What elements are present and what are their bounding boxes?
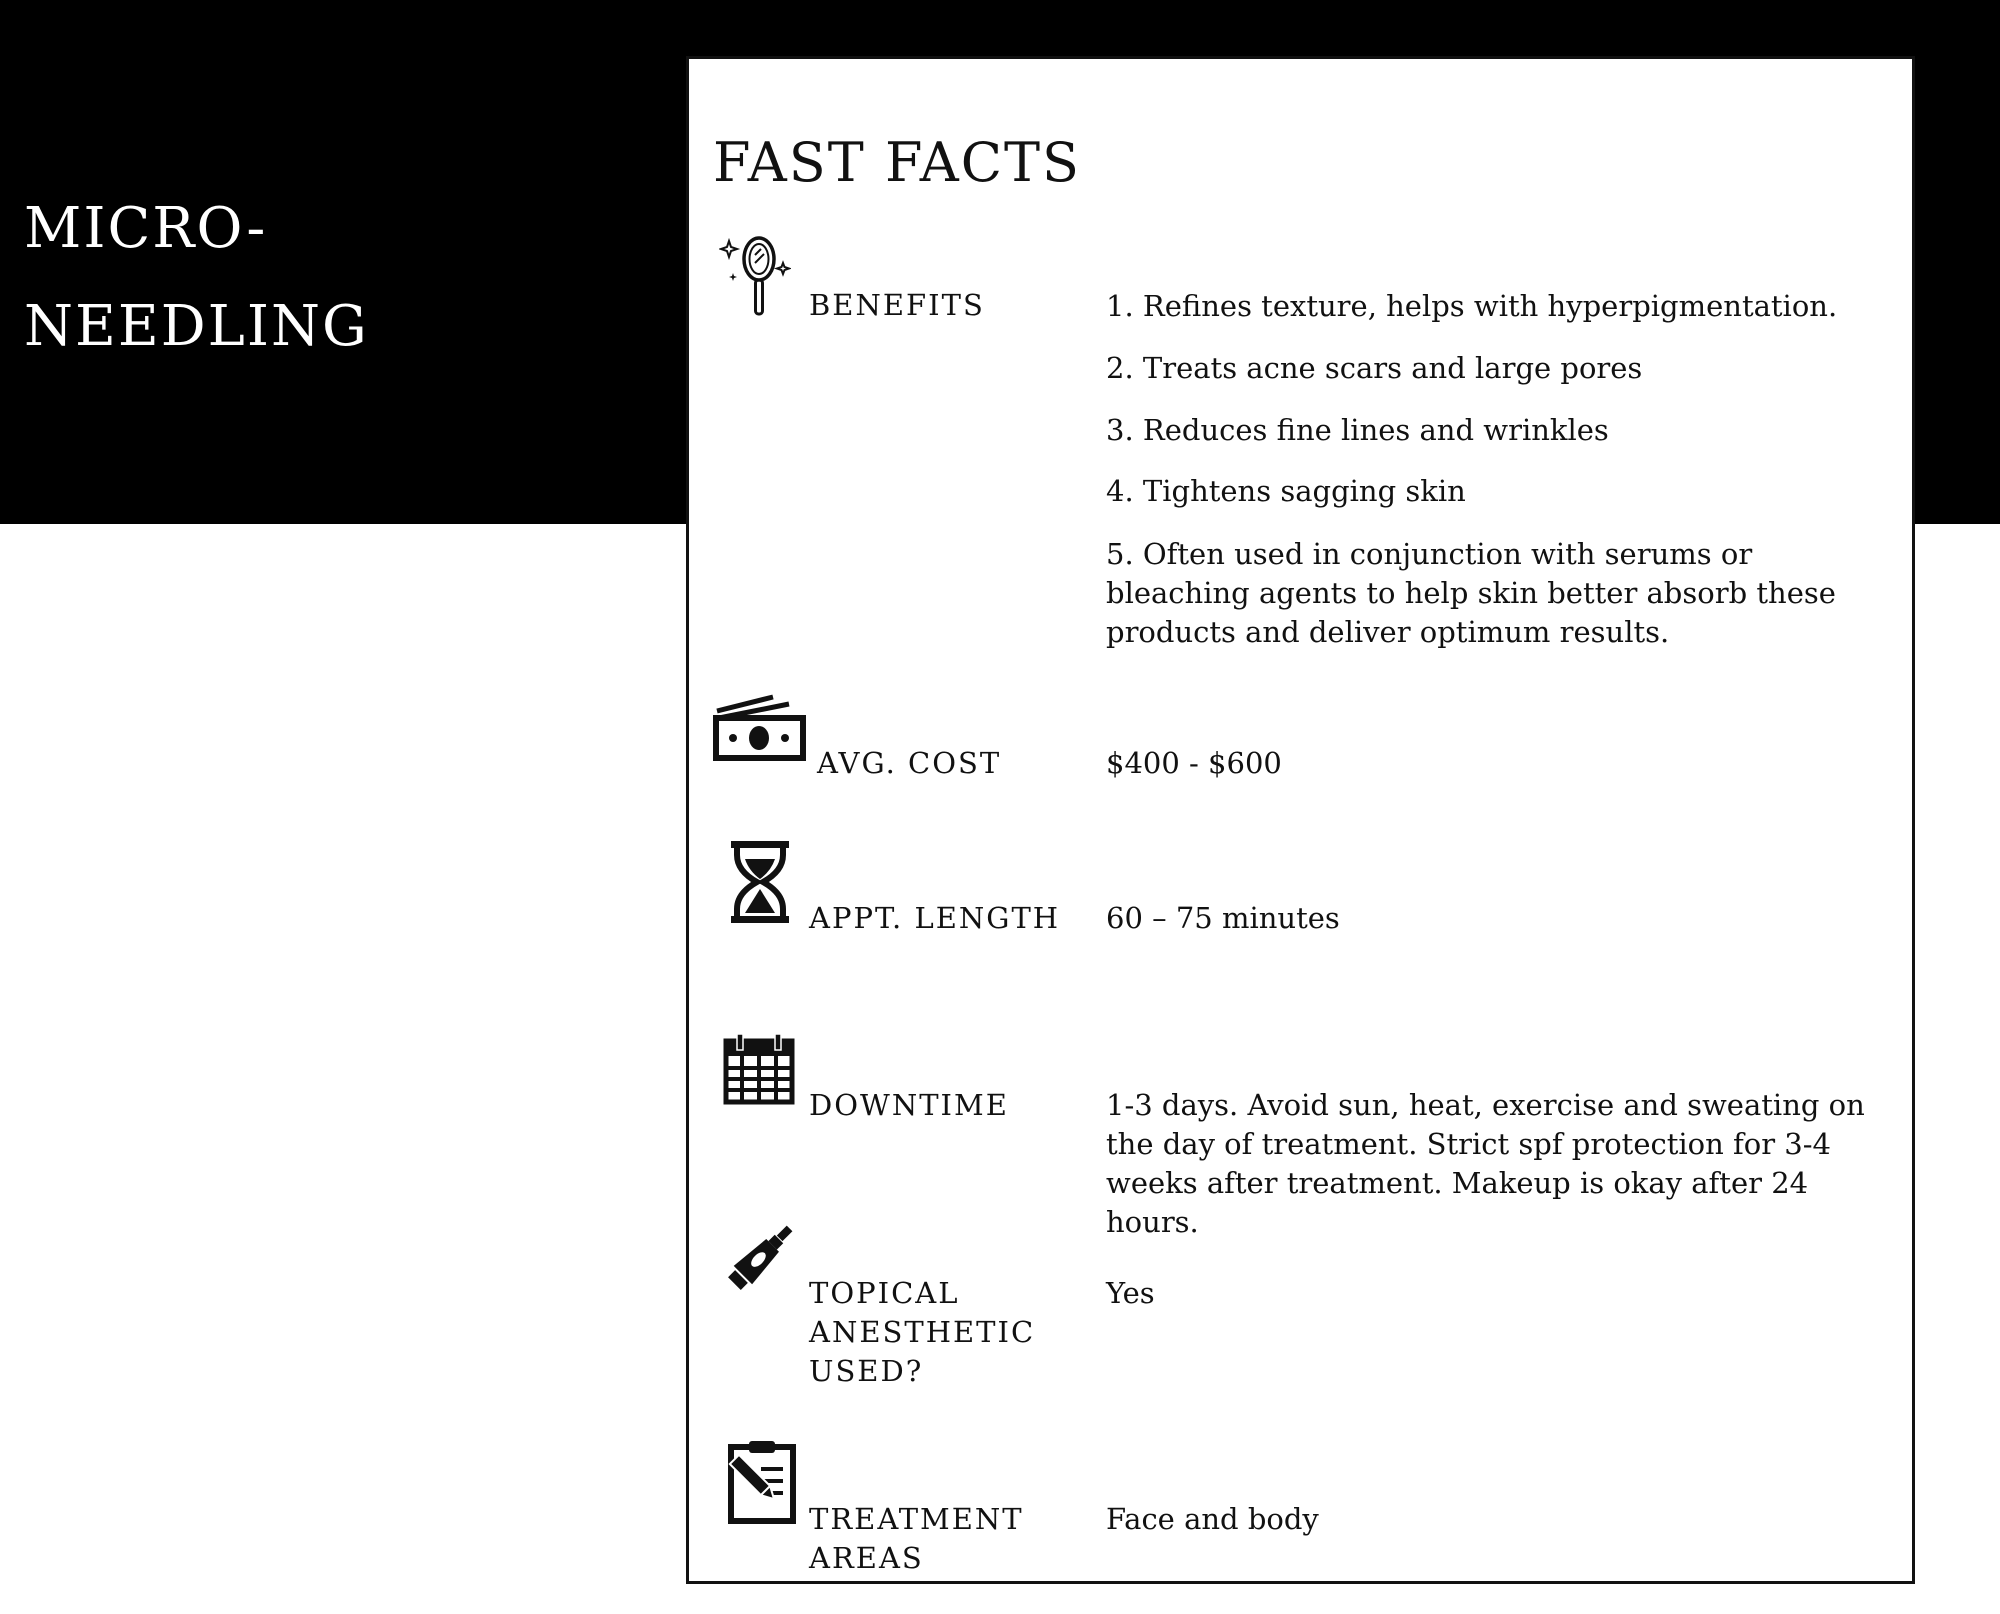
appt-length-value: 60 – 75 minutes <box>1106 901 1340 935</box>
downtime-label: DOWNTIME <box>809 1088 1009 1122</box>
page-title <box>24 180 664 376</box>
topical-anesthetic-label: TOPICAL ANESTHETIC USED? <box>809 1276 1036 1388</box>
clipboard-icon <box>715 1439 799 1525</box>
money-icon <box>713 691 807 761</box>
treatment-areas-value: Face and body <box>1106 1502 1319 1536</box>
downtime-value: 1-3 days. Avoid sun, heat, exercise and sweating on the day of treatment. Strict spf protection for 3-4 weeks after treatment. Makeup is okay after 24 hours. <box>1106 1088 1865 1239</box>
title-line-2: NEEDLING <box>24 294 369 359</box>
benefits-label: BENEFITS <box>809 288 985 322</box>
avg-cost-value: $400 - $600 <box>1106 746 1282 780</box>
benefit-item: 5. Often used in conjunction with serums or bleaching agents to help skin better absorb these products and deliver optimum results. <box>1106 537 1836 649</box>
treatment-areas-label: TREATMENT AREAS <box>809 1502 1024 1575</box>
topical-anesthetic-value: Yes <box>1106 1276 1155 1310</box>
benefit-item: 3. Reduces fine lines and wrinkles <box>1106 413 1609 447</box>
calendar-icon <box>723 1033 795 1105</box>
title-line-1: MICRO- <box>24 196 268 261</box>
fast-facts-card <box>686 56 1915 1584</box>
appt-length-label: APPT. LENGTH <box>809 901 1061 935</box>
ointment-tube-icon <box>717 1211 807 1301</box>
benefit-item: 2. Treats acne scars and large pores <box>1106 351 1643 385</box>
card-heading: FAST FACTS <box>713 131 1082 194</box>
hourglass-icon <box>729 839 791 925</box>
avg-cost-label: AVG. COST <box>817 746 1002 780</box>
hand-mirror-icon <box>719 229 791 319</box>
benefit-item: 4. Tightens sagging skin <box>1106 474 1466 508</box>
benefit-item: 1. Refines texture, helps with hyperpigmentation. <box>1106 289 1838 323</box>
